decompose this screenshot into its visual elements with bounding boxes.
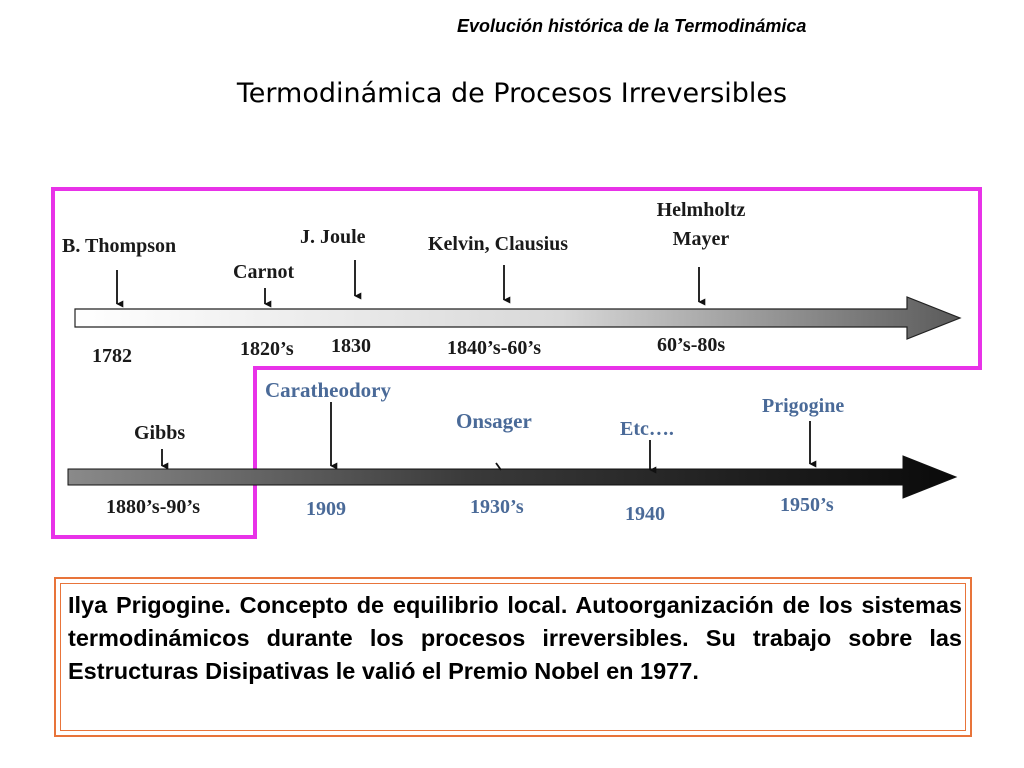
pointers-top: [117, 260, 699, 304]
label-thompson: B. Thompson: [62, 235, 177, 257]
year-1930s: 1930’s: [470, 496, 524, 518]
year-1782: 1782: [92, 345, 132, 367]
timeline-arrow-top: [75, 297, 960, 339]
timeline-arrow-bottom: [68, 456, 956, 498]
label-prigogine: Prigogine: [762, 395, 845, 417]
year-1940: 1940: [625, 503, 665, 525]
label-kelvin-clausius: Kelvin, Clausius: [428, 233, 569, 255]
label-onsager: Onsager: [456, 409, 532, 433]
year-1880s-90s: 1880’s-90’s: [106, 496, 201, 518]
slide-title: Termodinámica de Procesos Irreversibles: [236, 78, 788, 109]
description-text: Ilya Prigogine. Concepto de equilibrio local. Autoorganización de los sistemas termodinámicos durante los procesos irreversibles. Su trabajo sobre las Estructuras Disipativas le valió el Premio Nobel en 1977.: [68, 592, 962, 684]
label-mayer: Mayer: [672, 228, 730, 250]
label-etc: Etc….: [620, 418, 674, 440]
year-1830: 1830: [331, 335, 371, 357]
description-box: [54, 577, 972, 737]
label-gibbs: Gibbs: [134, 422, 186, 444]
year-60s-80s: 60’s-80s: [657, 334, 726, 356]
label-helmholtz: Helmholtz: [656, 199, 746, 221]
label-caratheodory: Caratheodory: [265, 378, 391, 402]
label-joule: J. Joule: [300, 226, 366, 248]
year-1820s: 1820’s: [240, 338, 294, 360]
year-1840s-60s: 1840’s-60’s: [447, 337, 542, 359]
label-carnot: Carnot: [233, 261, 295, 283]
year-1909: 1909: [306, 498, 346, 520]
year-1950s: 1950’s: [780, 494, 834, 516]
header-tag: Evolución histórica de la Termodinámica: [457, 16, 807, 36]
